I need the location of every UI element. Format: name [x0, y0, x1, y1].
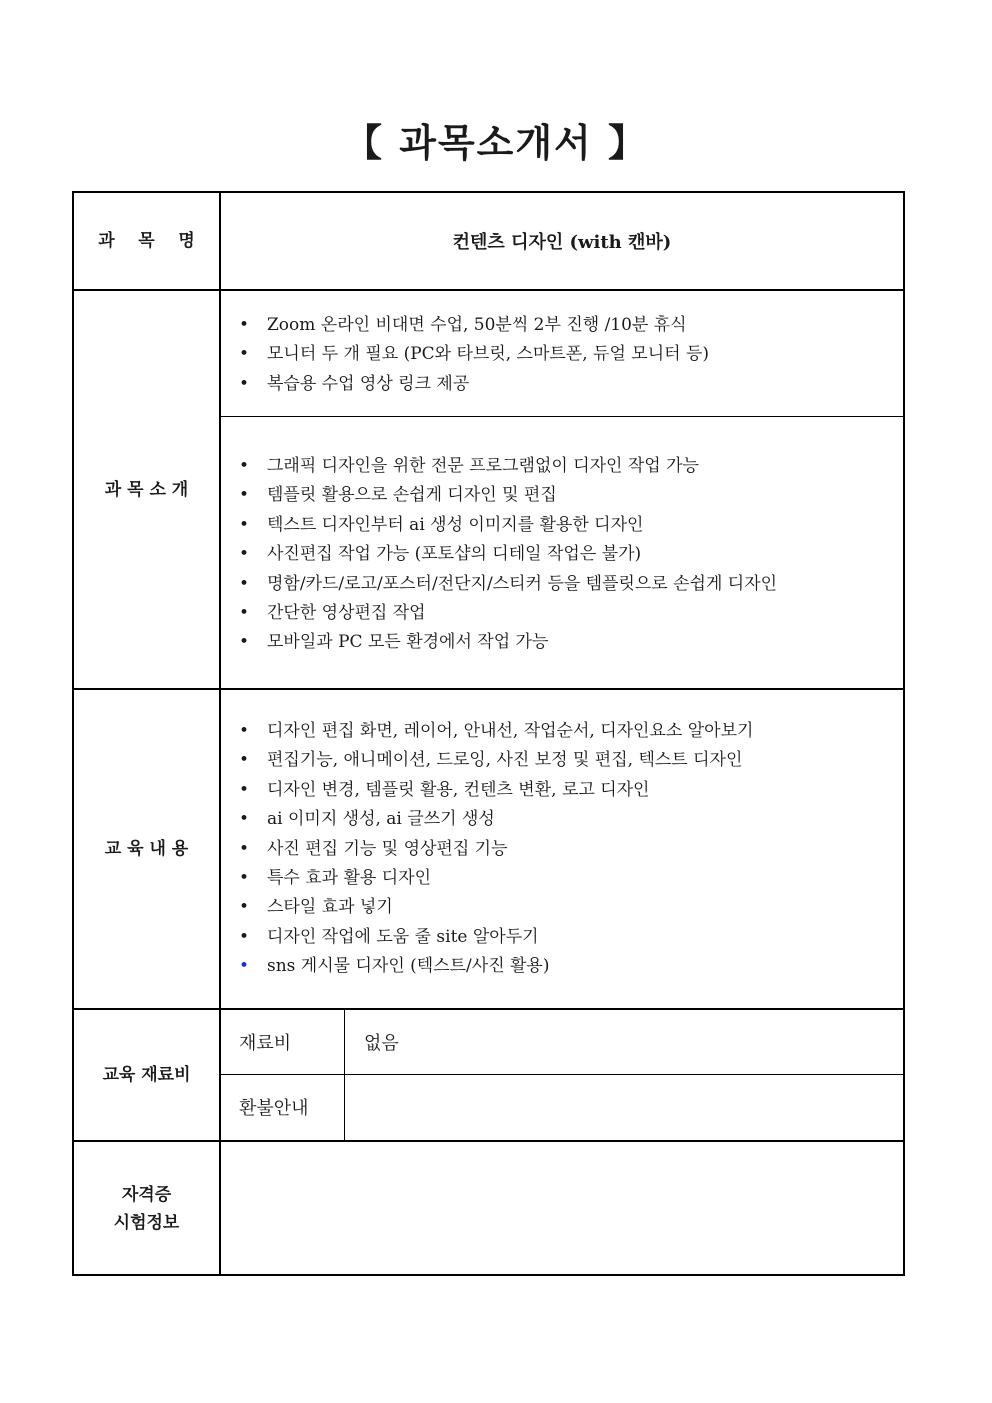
list-item: • Zoom 온라인 비대면 수업, 50분씩 2부 진행 /10분 휴식 — [221, 311, 903, 340]
certification-label-line1: 자격증 — [121, 1185, 172, 1205]
list-item: • 특수 효과 활용 디자인 — [221, 864, 903, 893]
curriculum-row — [74, 688, 903, 1008]
list-item: • 간단한 영상편집 작업 — [221, 599, 903, 628]
list-item: • 모바일과 PC 모든 환경에서 작업 가능 — [221, 628, 903, 657]
subject-label: 과 목 명 — [74, 193, 221, 289]
list-item: • 사진편집 작업 가능 (포토샵의 디테일 작업은 불가) — [221, 540, 903, 569]
certification-row — [74, 1140, 903, 1276]
divider — [221, 416, 903, 417]
subject-cell — [221, 193, 903, 289]
certification-label — [74, 1142, 221, 1276]
list-item: • 명함/카드/로고/포스터/전단지/스티커 등을 템플릿으로 손쉽게 디자인 — [221, 570, 903, 599]
materials-row — [74, 1008, 903, 1140]
materials-cell — [221, 1010, 903, 1140]
intro-row — [74, 289, 903, 688]
course-info-table — [72, 191, 905, 1276]
subject-row — [74, 193, 903, 289]
curriculum-label: 교 육 내 용 — [74, 690, 221, 1008]
feature-list — [221, 452, 903, 658]
list-item: • 사진 편집 기능 및 영상편집 기능 — [221, 835, 903, 864]
list-item: • 디자인 변경, 템플릿 활용, 컨텐츠 변환, 로고 디자인 — [221, 776, 903, 805]
document-title: 【 과목소개서 】 — [344, 121, 648, 165]
list-item: • 디자인 편집 화면, 레이어, 안내선, 작업순서, 디자인요소 알아보기 — [221, 717, 903, 746]
format-list — [221, 311, 903, 399]
refund-label: 환불안내 — [239, 1098, 309, 1119]
intro-cell — [221, 291, 903, 688]
intro-label: 과 목 소 개 — [74, 291, 221, 688]
curriculum-list — [221, 717, 903, 982]
list-item: • 편집기능, 애니메이션, 드로잉, 사진 보정 및 편집, 텍스트 디자인 — [221, 746, 903, 775]
list-item: • 스타일 효과 넣기 — [221, 893, 903, 922]
divider — [344, 1010, 345, 1140]
list-item: • sns 게시물 디자인 (텍스트/사진 활용) — [221, 952, 903, 981]
list-item: • 디자인 작업에 도움 줄 site 알아두기 — [221, 923, 903, 952]
fee-label: 재료비 — [239, 1033, 292, 1054]
list-item: • 모니터 두 개 필요 (PC와 타브릿, 스마트폰, 듀얼 모니터 등) — [221, 340, 903, 369]
list-item: • 그래픽 디자인을 위한 전문 프로그램없이 디자인 작업 가능 — [221, 452, 903, 481]
divider — [221, 1074, 903, 1075]
fee-value: 없음 — [364, 1033, 399, 1054]
materials-label: 교육 재료비 — [74, 1010, 221, 1140]
curriculum-cell — [221, 690, 903, 1008]
certification-label-line2: 시험정보 — [113, 1213, 180, 1233]
list-item: • 텍스트 디자인부터 ai 생성 이미지를 활용한 디자인 — [221, 511, 903, 540]
list-item: • ai 이미지 생성, ai 글쓰기 생성 — [221, 805, 903, 834]
certification-cell — [221, 1142, 903, 1276]
list-item: • 복습용 수업 영상 링크 제공 — [221, 370, 903, 399]
subject-name: 컨텐츠 디자인 (with 캔바) — [452, 232, 672, 253]
list-item: • 템플릿 활용으로 손쉽게 디자인 및 편집 — [221, 481, 903, 510]
